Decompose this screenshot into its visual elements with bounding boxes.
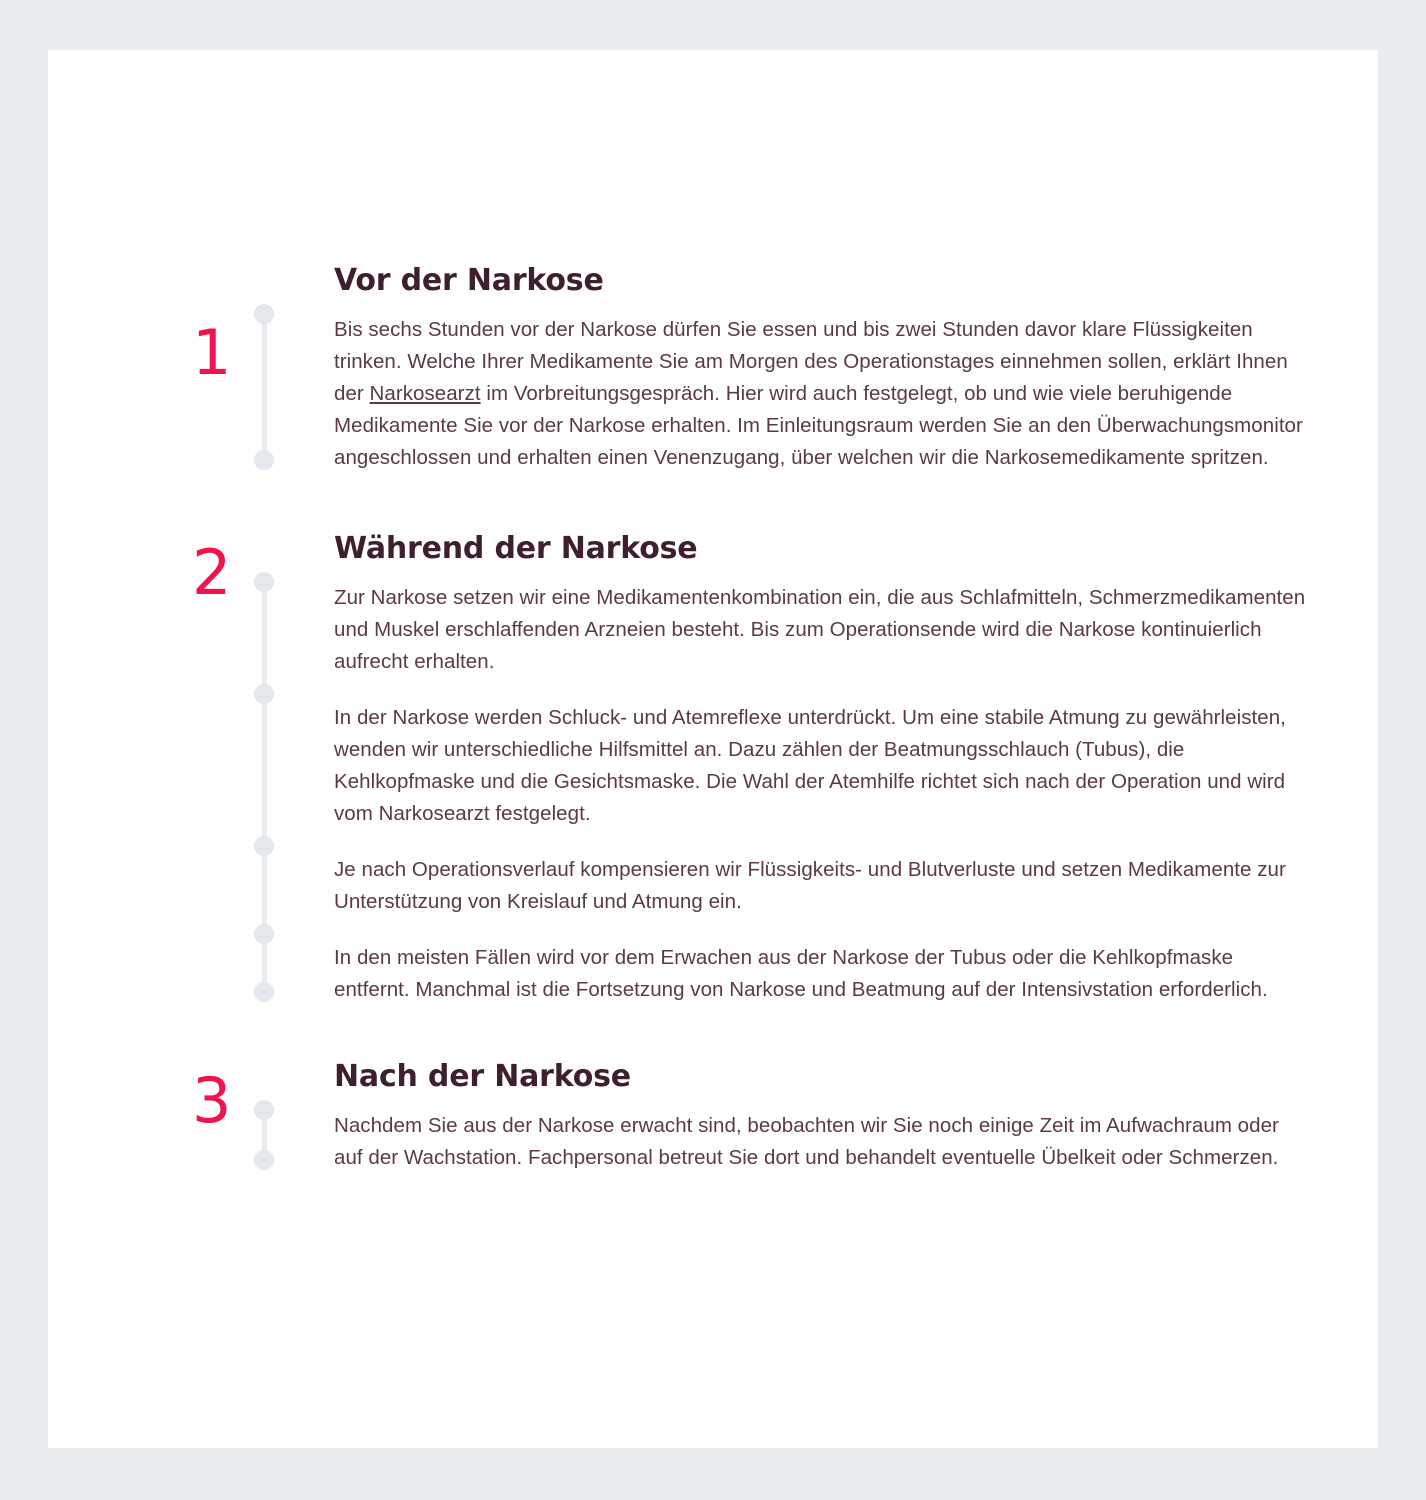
- narkosearzt-link[interactable]: Narkosearzt: [369, 382, 481, 405]
- timeline-rail-1: [254, 300, 274, 474]
- paragraph: In den meisten Fällen wird vor dem Erwachen aus der Narkose der Tubus oder die Kehlkopfmaske entfernt. Manchmal ist die Fortsetzung von Narkose und Beatmung auf der Intensivstation erforderlich.: [334, 946, 1268, 1001]
- steps-timeline-list: [192, 170, 1312, 1174]
- timeline-dot: [254, 684, 274, 704]
- paragraph: Je nach Operationsverlauf kompensieren wir Flüssigkeits- und Blutverluste und setzen Medikamente zur Unterstützung von Kreislauf und Atmung ein.: [334, 858, 1286, 913]
- step-title-3: Nach der Narkose: [334, 1059, 631, 1094]
- timeline-dot: [254, 982, 274, 1002]
- timeline-dot: [254, 924, 274, 944]
- timeline-dot: [254, 304, 274, 324]
- paragraph-text-before-link: Bis sechs Stunden vor der Narkose dürfen Sie essen und bis zwei Stunden davor klare Flüssigkeiten trinken. Welche Ihrer Medikamente Sie am Morgen des Operationstages einnehmen sollen, erklärt Ihnen der: [334, 318, 1288, 405]
- step-item-3: [192, 1058, 1312, 1174]
- timeline-dot: [254, 1150, 274, 1170]
- step-number-3: 3: [192, 1064, 231, 1137]
- timeline-dot: [254, 572, 274, 592]
- paragraph: In der Narkose werden Schluck- und Atemreflexe unterdrückt. Um eine stabile Atmung zu gewährleisten, wenden wir unterschiedliche Hilfsmittel an. Dazu zählen der Beatmungsschlauch (Tubus), die Kehlkopfmaske und die Gesichtsmaske. Die Wahl der Atemhilfe richtet sich nach der Operation und wird vom Narkosearzt festgelegt.: [334, 706, 1286, 825]
- paragraph: Zur Narkose setzen wir eine Medikamentenkombination ein, die aus Schlafmitteln, Schmerzmedikamenten und Muskel erschlaffenden Arzneien besteht. Bis zum Operationsende wird die Narkose kontinuierlich aufrecht erhalten.: [334, 586, 1306, 673]
- timeline-rail-3: [254, 1096, 274, 1174]
- timeline-dot: [254, 1100, 274, 1120]
- step-body-2: [192, 568, 1312, 1006]
- step-body-1: [192, 300, 1312, 474]
- timeline-line: [262, 310, 267, 464]
- timeline-dot: [254, 450, 274, 470]
- step-item-2: [192, 530, 1312, 1006]
- step-body-3: [192, 1096, 1312, 1174]
- paragraph: [334, 314, 1312, 474]
- content-card: [48, 50, 1378, 1448]
- paragraph: Nachdem Sie aus der Narkose erwacht sind, beobachten wir Sie noch einige Zeit im Aufwachraum oder auf der Wachstation. Fachpersonal betreut Sie dort und behandelt eventuelle Übelkeit oder Schmerzen.: [334, 1114, 1279, 1169]
- step-number-2: 2: [192, 536, 231, 609]
- step-title-2: Während der Narkose: [334, 531, 698, 566]
- paragraph-text-after-link: im Vorbreitungsgespräch. Hier wird auch festgelegt, ob und wie viele beruhigende Medikamente Sie vor der Narkose erhalten. Im Einleitungsraum werden Sie an den Überwachungsmonitor angeschlossen und erhalten einen Venenzugang, über welchen wir die Narkosemedikamente spritzen.: [334, 382, 1303, 469]
- step-item-1: [192, 262, 1312, 474]
- step-number-1: 1: [192, 316, 231, 389]
- step-title-1: Vor der Narkose: [334, 263, 604, 298]
- timeline-dot: [254, 836, 274, 856]
- timeline-rail-2: [254, 568, 274, 1006]
